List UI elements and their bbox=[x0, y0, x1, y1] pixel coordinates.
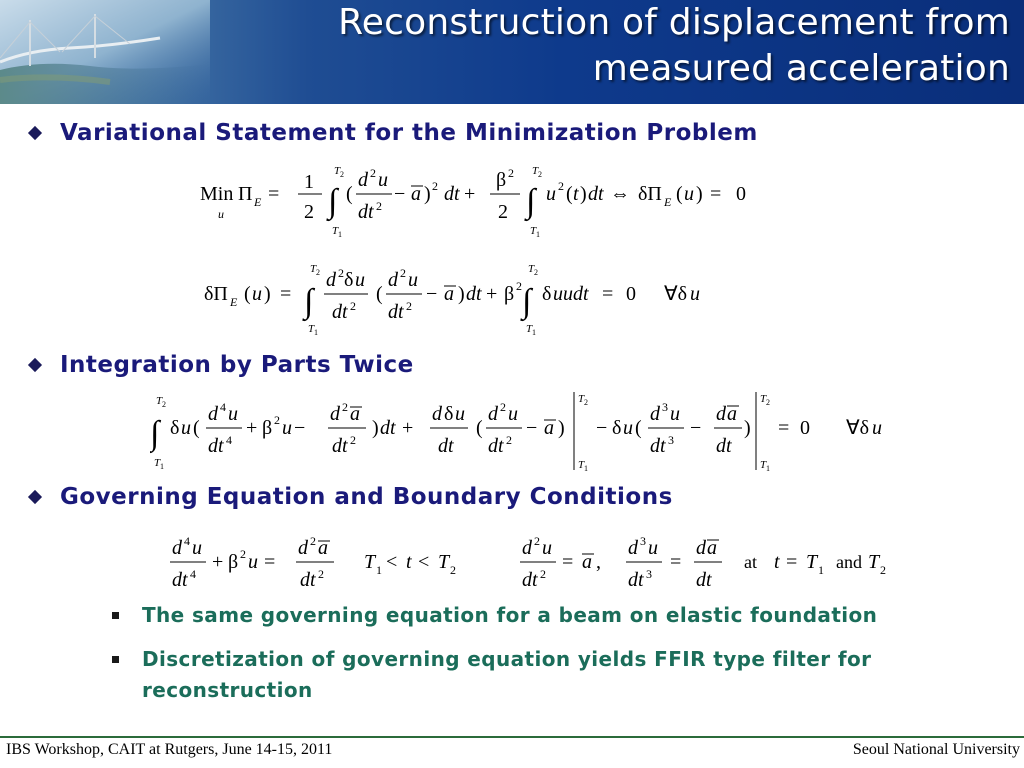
svg-text:2: 2 bbox=[316, 268, 320, 277]
sub-bullet-beam-foundation bbox=[142, 600, 962, 631]
title-banner bbox=[0, 0, 1024, 104]
svg-text:): ) bbox=[372, 417, 379, 439]
svg-text:d: d bbox=[208, 403, 218, 425]
svg-text:4: 4 bbox=[220, 400, 226, 414]
svg-text:−: − bbox=[426, 283, 438, 305]
svg-text:dt: dt bbox=[332, 435, 348, 457]
svg-text:T: T bbox=[308, 323, 315, 335]
svg-text:dt: dt bbox=[466, 283, 482, 305]
svg-text:t: t bbox=[573, 183, 579, 205]
equation-minimization bbox=[198, 160, 798, 240]
svg-text:=: = bbox=[778, 417, 790, 439]
svg-text:dt: dt bbox=[358, 201, 374, 223]
svg-text:u: u bbox=[648, 537, 658, 559]
svg-text:2: 2 bbox=[540, 567, 546, 581]
svg-text:1: 1 bbox=[304, 171, 314, 193]
svg-text:dt: dt bbox=[588, 183, 604, 205]
svg-text:δΠ: δΠ bbox=[204, 283, 228, 305]
svg-text:u: u bbox=[670, 403, 680, 425]
svg-text:1: 1 bbox=[766, 464, 770, 473]
svg-text:1: 1 bbox=[532, 328, 536, 337]
svg-text:2: 2 bbox=[350, 299, 356, 313]
svg-text:d: d bbox=[696, 537, 706, 559]
svg-text:2: 2 bbox=[304, 201, 314, 223]
sub-bullet-discretization bbox=[142, 644, 962, 706]
svg-text:E: E bbox=[664, 195, 672, 209]
svg-text:=: = bbox=[280, 283, 292, 305]
svg-text:dt: dt bbox=[300, 569, 316, 591]
svg-text:1: 1 bbox=[376, 563, 382, 577]
svg-text:2: 2 bbox=[506, 433, 512, 447]
svg-text:(: ( bbox=[566, 183, 573, 205]
svg-text:2: 2 bbox=[162, 400, 166, 409]
svg-text:3: 3 bbox=[668, 433, 674, 447]
svg-text:(: ( bbox=[346, 183, 353, 205]
svg-text:2: 2 bbox=[538, 170, 542, 179]
svg-text:T: T bbox=[578, 459, 585, 471]
svg-text:0: 0 bbox=[736, 183, 746, 205]
svg-text:at: at bbox=[744, 552, 757, 572]
bullet-governing-equation bbox=[60, 484, 673, 510]
svg-text:2: 2 bbox=[508, 166, 514, 180]
svg-text:u: u bbox=[181, 417, 191, 439]
svg-text:a: a bbox=[444, 283, 454, 305]
svg-text:a: a bbox=[318, 537, 328, 559]
svg-text:E: E bbox=[254, 195, 262, 209]
svg-text:u: u bbox=[684, 183, 694, 205]
svg-text:0: 0 bbox=[800, 417, 810, 439]
svg-text:(: ( bbox=[676, 183, 683, 205]
equation-boundary-conditions bbox=[518, 528, 918, 598]
svg-text:dt: dt bbox=[172, 569, 188, 591]
svg-text:<: < bbox=[386, 551, 398, 573]
svg-text:2: 2 bbox=[240, 547, 246, 561]
bridge-photo bbox=[0, 0, 210, 104]
svg-text:4: 4 bbox=[226, 433, 232, 447]
slide-title bbox=[338, 0, 1010, 92]
svg-text:∫: ∫ bbox=[526, 183, 536, 220]
svg-text:(: ( bbox=[476, 417, 483, 439]
svg-text:1: 1 bbox=[536, 230, 540, 239]
svg-text:2: 2 bbox=[534, 534, 540, 548]
svg-text:u: u bbox=[408, 269, 418, 291]
svg-text:δ: δ bbox=[444, 403, 454, 425]
svg-text:∫: ∫ bbox=[304, 283, 314, 320]
svg-text:u: u bbox=[623, 417, 633, 439]
svg-text:u: u bbox=[355, 269, 365, 291]
sub-bullet-label: The same governing equation for a beam on elastic foundation bbox=[142, 603, 878, 627]
title-line-2: measured acceleration bbox=[592, 48, 1010, 89]
svg-text:T: T bbox=[310, 263, 317, 275]
svg-text:=: = bbox=[710, 183, 722, 205]
svg-text:=: = bbox=[602, 283, 614, 305]
svg-text:δ: δ bbox=[542, 283, 552, 305]
svg-text:2: 2 bbox=[500, 400, 506, 414]
svg-text:1: 1 bbox=[160, 462, 164, 471]
svg-text:t: t bbox=[774, 551, 780, 573]
svg-text:dt: dt bbox=[444, 183, 460, 205]
svg-text:1: 1 bbox=[584, 464, 588, 473]
svg-text:d: d bbox=[388, 269, 398, 291]
svg-text:): ) bbox=[264, 283, 271, 305]
svg-text:+: + bbox=[464, 183, 476, 205]
svg-text:2: 2 bbox=[318, 567, 324, 581]
svg-text:): ) bbox=[424, 183, 431, 205]
svg-text:T: T bbox=[530, 225, 537, 237]
svg-text:δ: δ bbox=[612, 417, 622, 439]
svg-text:dt: dt bbox=[438, 435, 454, 457]
svg-text:2: 2 bbox=[558, 179, 564, 193]
svg-text:u: u bbox=[872, 417, 882, 439]
svg-text:u: u bbox=[192, 537, 202, 559]
svg-text:2: 2 bbox=[376, 199, 382, 213]
svg-text:a: a bbox=[350, 403, 360, 425]
bullet-label: Governing Equation and Boundary Conditions bbox=[60, 484, 673, 510]
bullet-label: Integration by Parts Twice bbox=[60, 352, 414, 378]
svg-text:2: 2 bbox=[766, 398, 770, 407]
svg-text:2: 2 bbox=[584, 398, 588, 407]
svg-text:T: T bbox=[760, 393, 767, 405]
svg-text:u: u bbox=[218, 207, 224, 221]
svg-text:d: d bbox=[326, 269, 336, 291]
svg-text:dt: dt bbox=[716, 435, 732, 457]
svg-text:d: d bbox=[628, 537, 638, 559]
svg-text:2: 2 bbox=[516, 279, 522, 293]
svg-text:δΠ: δΠ bbox=[638, 183, 662, 205]
svg-text:u: u bbox=[228, 403, 238, 425]
svg-text:): ) bbox=[696, 183, 703, 205]
footer-event: IBS Workshop, CAIT at Rutgers, June 14-15, 2011 bbox=[6, 741, 333, 758]
svg-text:δ: δ bbox=[170, 417, 180, 439]
svg-text:d: d bbox=[358, 169, 368, 191]
svg-text:,: , bbox=[596, 551, 601, 573]
diamond-bullet-icon bbox=[28, 126, 42, 140]
svg-text:+: + bbox=[246, 417, 258, 439]
svg-text:T: T bbox=[334, 165, 341, 177]
svg-text:1: 1 bbox=[338, 230, 342, 239]
svg-text:a: a bbox=[582, 551, 592, 573]
svg-text:∀δ: ∀δ bbox=[846, 417, 870, 439]
square-bullet-icon bbox=[112, 612, 119, 619]
svg-text:2: 2 bbox=[450, 563, 456, 577]
svg-text:uudt: uudt bbox=[553, 283, 589, 305]
svg-text:2: 2 bbox=[880, 563, 886, 577]
svg-text:2: 2 bbox=[338, 266, 344, 280]
svg-text:1: 1 bbox=[818, 563, 824, 577]
svg-text:−: − bbox=[526, 417, 538, 439]
svg-text:T: T bbox=[526, 323, 533, 335]
svg-text:T: T bbox=[154, 457, 161, 469]
svg-text:): ) bbox=[744, 417, 751, 439]
svg-text:2: 2 bbox=[432, 179, 438, 193]
footer-rule bbox=[0, 736, 1024, 738]
svg-text:(: ( bbox=[376, 283, 383, 305]
svg-text:dt: dt bbox=[388, 301, 404, 323]
equation-governing bbox=[168, 528, 478, 598]
svg-text:β: β bbox=[228, 551, 239, 573]
svg-text:T: T bbox=[364, 551, 376, 573]
svg-text:d: d bbox=[650, 403, 660, 425]
svg-text:2: 2 bbox=[534, 268, 538, 277]
equation-integration-by-parts bbox=[150, 390, 910, 474]
svg-text:u: u bbox=[508, 403, 518, 425]
svg-text:u: u bbox=[248, 551, 258, 573]
bullet-integration-by-parts bbox=[60, 352, 414, 378]
svg-text:): ) bbox=[580, 183, 587, 205]
svg-text:T: T bbox=[578, 393, 585, 405]
svg-text:<: < bbox=[418, 551, 430, 573]
svg-text:2: 2 bbox=[406, 299, 412, 313]
diamond-bullet-icon bbox=[28, 490, 42, 504]
svg-text:dt: dt bbox=[208, 435, 224, 457]
svg-text:β: β bbox=[504, 283, 515, 305]
svg-text:u: u bbox=[690, 283, 700, 305]
svg-text:=: = bbox=[264, 551, 276, 573]
svg-text:d: d bbox=[716, 403, 726, 425]
svg-text:−: − bbox=[394, 183, 406, 205]
svg-text:and: and bbox=[836, 552, 862, 572]
equation-first-variation bbox=[202, 258, 762, 338]
svg-text:∫: ∫ bbox=[522, 283, 532, 320]
svg-text:(: ( bbox=[193, 417, 200, 439]
svg-text:dt: dt bbox=[650, 435, 666, 457]
svg-text:u: u bbox=[252, 283, 262, 305]
svg-text:Min: Min bbox=[200, 183, 234, 205]
svg-text:∫: ∫ bbox=[150, 415, 160, 452]
svg-text:T: T bbox=[156, 395, 163, 407]
svg-text:2: 2 bbox=[350, 433, 356, 447]
svg-text:T: T bbox=[806, 551, 818, 573]
diamond-bullet-icon bbox=[28, 358, 42, 372]
svg-text:u: u bbox=[282, 417, 292, 439]
svg-text:∀δ: ∀δ bbox=[664, 283, 688, 305]
svg-text:=: = bbox=[786, 551, 798, 573]
svg-text:2: 2 bbox=[400, 266, 406, 280]
svg-text:u: u bbox=[455, 403, 465, 425]
svg-text:3: 3 bbox=[646, 567, 652, 581]
sub-bullet-label-line-2: reconstruction bbox=[142, 678, 313, 702]
title-line-1: Reconstruction of displacement from bbox=[338, 2, 1010, 43]
svg-text:β: β bbox=[262, 417, 273, 439]
svg-text:2: 2 bbox=[274, 413, 280, 427]
svg-text:dt: dt bbox=[628, 569, 644, 591]
svg-text:δ: δ bbox=[344, 269, 354, 291]
svg-text:=: = bbox=[562, 551, 574, 573]
svg-text:dt: dt bbox=[332, 301, 348, 323]
svg-text:=: = bbox=[670, 551, 682, 573]
svg-text:a: a bbox=[727, 403, 737, 425]
svg-text:dt: dt bbox=[380, 417, 396, 439]
svg-text:T: T bbox=[868, 551, 880, 573]
svg-text:T: T bbox=[760, 459, 767, 471]
svg-text:2: 2 bbox=[340, 170, 344, 179]
svg-text:⇔: ⇔ bbox=[610, 183, 630, 205]
footer-affiliation: Seoul National University bbox=[852, 741, 1020, 758]
svg-text:d: d bbox=[432, 403, 442, 425]
svg-text:T: T bbox=[528, 263, 535, 275]
svg-text:t: t bbox=[406, 551, 412, 573]
svg-text:E: E bbox=[230, 295, 238, 309]
svg-text:Π: Π bbox=[238, 183, 253, 205]
svg-text:4: 4 bbox=[190, 567, 196, 581]
svg-text:d: d bbox=[330, 403, 340, 425]
bullet-variational-statement bbox=[60, 120, 758, 146]
svg-text:a: a bbox=[707, 537, 717, 559]
svg-text:dt: dt bbox=[696, 569, 712, 591]
svg-text:d: d bbox=[298, 537, 308, 559]
svg-text:(: ( bbox=[635, 417, 642, 439]
svg-text:2: 2 bbox=[498, 201, 508, 223]
svg-text:2: 2 bbox=[342, 400, 348, 414]
svg-text:3: 3 bbox=[662, 400, 668, 414]
svg-text:u: u bbox=[542, 537, 552, 559]
square-bullet-icon bbox=[112, 656, 119, 663]
svg-text:a: a bbox=[544, 417, 554, 439]
svg-text:d: d bbox=[522, 537, 532, 559]
svg-text:(: ( bbox=[244, 283, 251, 305]
svg-text:+: + bbox=[212, 551, 224, 573]
svg-text:−: − bbox=[690, 417, 702, 439]
svg-text:2: 2 bbox=[370, 166, 376, 180]
svg-text:1: 1 bbox=[314, 328, 318, 337]
sub-bullet-label-line-1: Discretization of governing equation yields FFIR type filter for bbox=[142, 647, 872, 671]
bullet-label: Variational Statement for the Minimization Problem bbox=[60, 120, 758, 146]
svg-text:+: + bbox=[486, 283, 498, 305]
svg-text:2: 2 bbox=[310, 534, 316, 548]
svg-text:T: T bbox=[438, 551, 450, 573]
svg-text:−: − bbox=[294, 417, 306, 439]
svg-text:u: u bbox=[546, 183, 556, 205]
svg-text:0: 0 bbox=[626, 283, 636, 305]
svg-text:=: = bbox=[268, 183, 280, 205]
svg-text:β: β bbox=[496, 169, 507, 191]
svg-text:T: T bbox=[332, 225, 339, 237]
svg-text:4: 4 bbox=[184, 534, 190, 548]
svg-text:d: d bbox=[488, 403, 498, 425]
svg-text:dt: dt bbox=[522, 569, 538, 591]
svg-text:T: T bbox=[532, 165, 539, 177]
svg-text:d: d bbox=[172, 537, 182, 559]
svg-text:−: − bbox=[596, 417, 608, 439]
svg-text:a: a bbox=[411, 183, 421, 205]
svg-text:3: 3 bbox=[640, 534, 646, 548]
svg-text:+: + bbox=[402, 417, 414, 439]
svg-text:): ) bbox=[558, 417, 565, 439]
svg-text:dt: dt bbox=[488, 435, 504, 457]
svg-text:): ) bbox=[458, 283, 465, 305]
svg-text:∫: ∫ bbox=[328, 183, 338, 220]
svg-text:u: u bbox=[378, 169, 388, 191]
